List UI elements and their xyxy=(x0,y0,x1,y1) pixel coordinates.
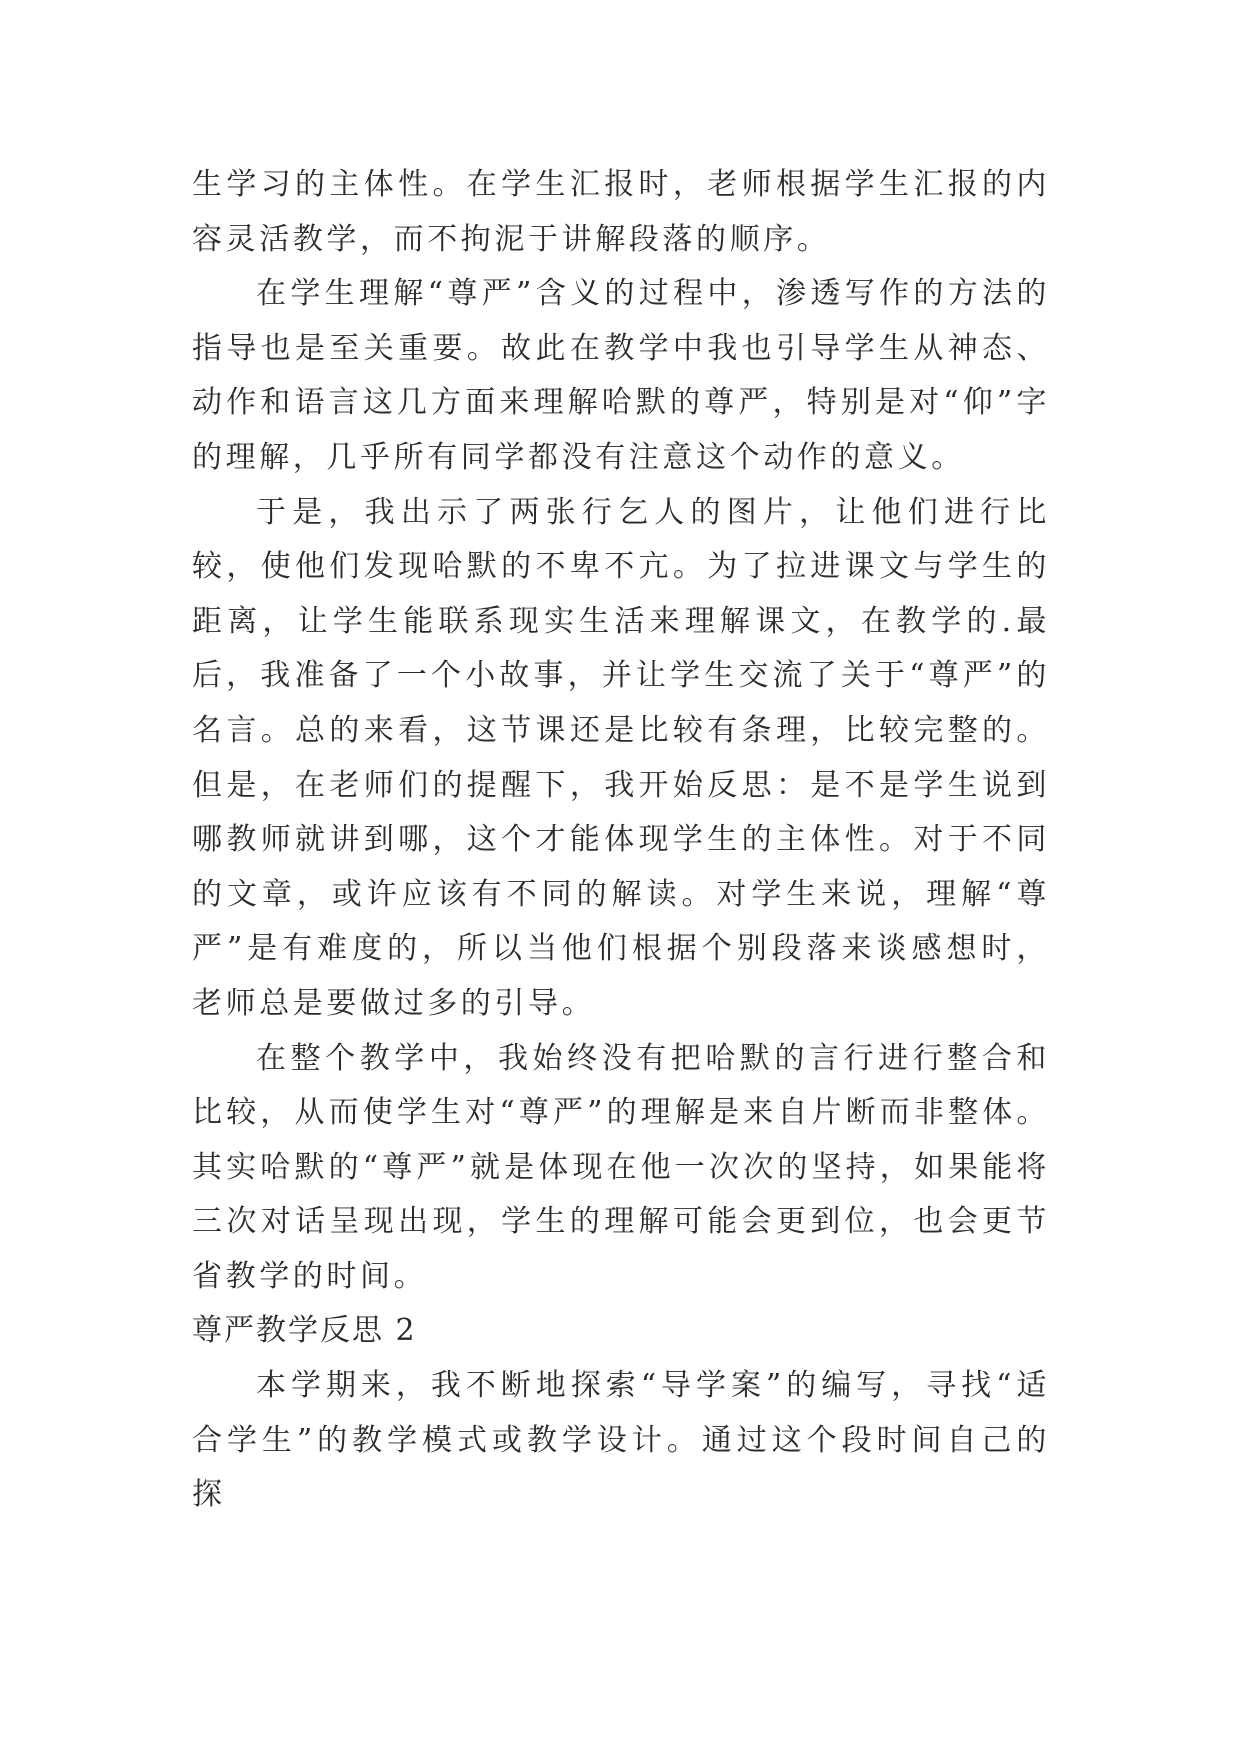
paragraph: 本学期来，我不断地探索“导学案”的编写，寻找“适合学生”的教学模式或教学设计。通过这个段时间自己的探 xyxy=(192,1368,1050,1513)
paragraph: 在学生理解“尊严”含义的过程中，渗透写作的方法的指导也是至关重要。故此在教学中我也引导学生从神态、动作和语言这几方面来理解哈默的尊严，特别是对“仰”字的理解，几乎所有同学都没有注意这个动作的意义。 xyxy=(192,276,1050,475)
paragraph: 于是，我出示了两张行乞人的图片，让他们进行比较，使他们发现哈默的不卑不亢。为了拉进课文与学生的距离，让学生能联系现实生活来理解课文，在教学的.最后，我准备了一个小故事，并让学生交流了关于“尊严”的名言。总的来看，这节课还是比较有条理，比较完整的。但是，在老师们的提醒下，我开始反思：是不是学生说到哪教师就讲到哪，这个才能体现学生的主体性。对于不同的文章，或许应该有不同的解读。对学生来说，理解“尊严”是有难度的，所以当他们根据个别段落来谈感想时，老师总是要做过多的引导。 xyxy=(192,494,1050,1021)
paragraph: 在整个教学中，我始终没有把哈默的言行进行整合和比较，从而使学生对“尊严”的理解是来自片断而非整体。其实哈默的“尊严”就是体现在他一次次的坚持，如果能将三次对话呈现出现，学生的理解可能会更到位，也会更节省教学的时间。 xyxy=(192,1040,1050,1294)
paragraph: 生学习的主体性。在学生汇报时，老师根据学生汇报的内容灵活教学，而不拘泥于讲解段落的顺序。 xyxy=(192,167,1050,257)
document-body xyxy=(192,158,1050,1523)
section-heading: 尊严教学反思 2 xyxy=(192,1313,417,1349)
